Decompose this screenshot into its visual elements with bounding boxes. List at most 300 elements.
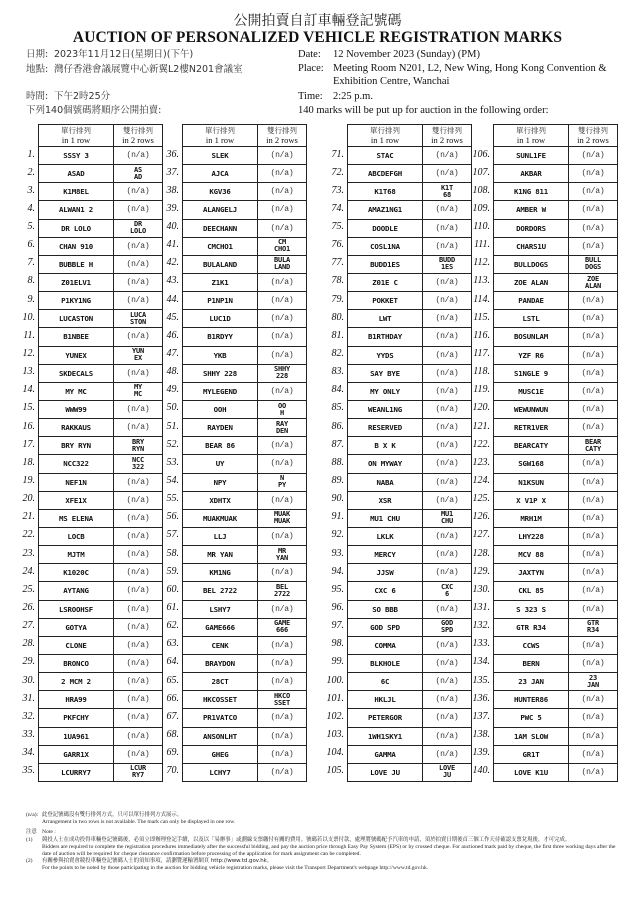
- mark-one-row: SLEK: [183, 147, 258, 165]
- header-one-row-en: in 1 row: [205, 134, 235, 145]
- mark-one-row: SUNL1FE: [494, 147, 569, 165]
- table-row: [466, 437, 618, 455]
- table-header-row: [320, 125, 472, 147]
- mark-one-row: BRONCO: [39, 654, 114, 672]
- mark-line: OO: [277, 401, 287, 410]
- mark-two-rows: (n/a): [114, 673, 163, 691]
- mark-one-row: RESERVED: [348, 419, 423, 437]
- table-header-row: [466, 125, 618, 147]
- mark-one-row: RETR1VER: [494, 419, 569, 437]
- mark-number: 102.: [326, 710, 344, 722]
- mark-two-rows: (n/a): [258, 165, 307, 183]
- mark-two-rows: (n/a): [114, 691, 163, 709]
- table-row: [466, 219, 618, 237]
- table-row: [466, 546, 618, 564]
- mark-two-rows: (n/a): [423, 310, 472, 328]
- mark-number: 98.: [331, 638, 344, 650]
- mark-two-rows: (n/a): [423, 564, 472, 582]
- time-en: Time: 2:25 p.m.: [298, 91, 373, 102]
- table-row: [16, 183, 163, 201]
- mark-number: 135.: [472, 674, 490, 686]
- mark-line: CHU: [440, 517, 454, 526]
- table-row: [160, 636, 307, 654]
- mark-two-rows: (n/a): [114, 292, 163, 310]
- place-zh: 地點: 灣仔香港會議展覽中心新翼L2樓N201會議室: [26, 64, 243, 75]
- table-row: [16, 273, 163, 291]
- mark-two-rows: (n/a): [423, 292, 472, 310]
- mark-number: 45.: [166, 311, 179, 323]
- mark-line: MC: [133, 390, 143, 399]
- note-na: (n/a): 此登記號碼沒有雙行排列方式，只可以單行排列方式展示。 Arrangement in two rows is not available. The mark can only be displayed in one row.: [26, 812, 236, 826]
- mark-one-row: UY: [183, 455, 258, 473]
- mark-two-rows: (n/a): [569, 763, 618, 781]
- mark-one-row: PWC 5: [494, 709, 569, 727]
- mark-two-rows: (n/a): [258, 147, 307, 165]
- mark-one-row: AMBER W: [494, 201, 569, 219]
- mark-one-row: CHARS1U: [494, 237, 569, 255]
- table-row: [160, 546, 307, 564]
- number-header: [16, 125, 39, 147]
- mark-one-row: RAKKAUS: [39, 419, 114, 437]
- table-row: [466, 527, 618, 545]
- mark-one-row: CENK: [183, 636, 258, 654]
- mark-line: JAN: [586, 680, 600, 689]
- mark-one-row: COMMA: [348, 636, 423, 654]
- mark-two-rows: [423, 255, 472, 273]
- mark-two-rows: (n/a): [569, 219, 618, 237]
- mark-one-row: DEECHANN: [183, 219, 258, 237]
- mark-one-row: GR1T: [494, 745, 569, 763]
- mark-two-rows: [114, 763, 163, 781]
- mark-number: 138.: [472, 729, 490, 740]
- table-row: [466, 147, 618, 165]
- mark-number: 81.: [331, 329, 344, 341]
- header-one-row-zh: 單行排列: [370, 126, 400, 135]
- table-row: [160, 219, 307, 237]
- mark-number: 119.: [473, 384, 490, 396]
- mark-number: 110.: [473, 221, 490, 233]
- table-row: [466, 201, 618, 219]
- mark-two-rows: (n/a): [423, 364, 472, 382]
- mark-two-rows: [258, 237, 307, 255]
- mark-number: 117.: [473, 348, 490, 360]
- table-row: [160, 273, 307, 291]
- marks-table-1-35: [16, 124, 163, 782]
- mark-number: 89.: [331, 475, 344, 487]
- header-two-rows-en: in 2 rows: [122, 134, 154, 145]
- mark-number: 49.: [166, 384, 179, 396]
- mark-number: 88.: [331, 456, 344, 468]
- mark-line: MUAK: [273, 517, 291, 526]
- mark-one-row: ABCDEFGH: [348, 165, 423, 183]
- mark-line: RY7: [131, 771, 145, 780]
- mark-number: 41.: [166, 239, 179, 251]
- mark-one-row: LSROOHSF: [39, 600, 114, 618]
- mark-line: DOGS: [584, 263, 602, 272]
- table-row: [16, 255, 163, 273]
- mark-one-row: BUDD1ES: [348, 255, 423, 273]
- table-row: [320, 546, 472, 564]
- mark-number: 55.: [166, 493, 179, 505]
- mark-number: 108.: [472, 184, 490, 196]
- mark-number: 132.: [472, 620, 490, 632]
- mark-number: 47.: [166, 348, 179, 360]
- mark-two-rows: (n/a): [114, 727, 163, 745]
- mark-one-row: HKLJL: [348, 691, 423, 709]
- mark-one-row: 1WH1SKY1: [348, 727, 423, 745]
- note-1: (1) 競投人士在成功投得車輛登記號碼後，必須立即辦理登記手續，以及以「易辦事」或劃線支票繳付有關的費用。號碼若以支票付款，處理將號碼配予汽車的申請，須於拍賣日期後首三個工作天待確認支票兌現後，才可完成。 Bidders are required to complete the registration procedures immediately after the successful bidding, and pay the auction price through Easy Pay System (EPS) or by crossed cheque. For auctioned mark paid by cheque, the first three working days after the date of auction will be required for cheque clearance confirmation before processing of the application for mark assignment can be completed.: [26, 836, 616, 858]
- mark-number: 78.: [331, 275, 344, 287]
- mark-one-row: MR YAN: [183, 546, 258, 564]
- header-two-rows: [114, 125, 163, 147]
- mark-one-row: HUNTER86: [494, 691, 569, 709]
- mark-number: 1.: [27, 148, 35, 160]
- mark-one-row: XFE1X: [39, 491, 114, 509]
- mark-number: 12.: [22, 348, 35, 360]
- mark-two-rows: (n/a): [258, 273, 307, 291]
- mark-one-row: JJSW: [348, 564, 423, 582]
- table-row: [160, 364, 307, 382]
- mark-number: 61.: [166, 602, 179, 614]
- mark-one-row: BULLDOGS: [494, 255, 569, 273]
- mark-line: BULL: [584, 256, 602, 265]
- table-row: [160, 673, 307, 691]
- table-header-row: [160, 125, 307, 147]
- mark-two-rows: [569, 273, 618, 291]
- mark-one-row: Z01E C: [348, 273, 423, 291]
- mark-one-row: ON MYWAY: [348, 455, 423, 473]
- table-row: [320, 745, 472, 763]
- mark-number: 26.: [22, 602, 35, 614]
- mark-line: CXC: [440, 582, 454, 592]
- table-row: [160, 727, 307, 745]
- table-row: [160, 328, 307, 346]
- table-row: [160, 509, 307, 527]
- mark-line: BULA: [273, 256, 291, 265]
- mark-one-row: WWW99: [39, 400, 114, 418]
- table-row: [320, 636, 472, 654]
- mark-number: 87.: [331, 438, 344, 450]
- mark-one-row: GARR1X: [39, 745, 114, 763]
- place-en: Place: Meeting Room N201, L2, New Wing, Hong Kong Convention & Exhibition Centre, Wanchai: [298, 63, 607, 87]
- mark-number: 90.: [331, 493, 344, 505]
- table-row: [160, 201, 307, 219]
- mark-number: 111.: [473, 239, 490, 251]
- mark-one-row: JAXTYN: [494, 564, 569, 582]
- mark-number: 92.: [331, 529, 344, 541]
- mark-one-row: BEAR 86: [183, 437, 258, 455]
- mark-two-rows: (n/a): [569, 745, 618, 763]
- header-one-row-zh: 單行排列: [205, 126, 235, 135]
- mark-number: 115.: [473, 311, 490, 323]
- header-two-rows: [569, 125, 618, 147]
- mark-number: 32.: [22, 710, 35, 722]
- mark-number: 129.: [472, 565, 490, 577]
- mark-line: GTR: [586, 618, 600, 628]
- mark-two-rows: (n/a): [569, 237, 618, 255]
- mark-two-rows: (n/a): [423, 165, 472, 183]
- table-row: [16, 292, 163, 310]
- mark-one-row: BERN: [494, 654, 569, 672]
- mark-two-rows: (n/a): [114, 636, 163, 654]
- mark-number: 13.: [22, 366, 35, 378]
- mark-one-row: DOODLE: [348, 219, 423, 237]
- mark-two-rows: (n/a): [569, 364, 618, 382]
- mark-number: 79.: [331, 293, 344, 305]
- mark-number: 19.: [22, 475, 35, 487]
- mark-one-row: NEF1N: [39, 473, 114, 491]
- mark-one-row: ALANGELJ: [183, 201, 258, 219]
- mark-number: 99.: [331, 656, 344, 668]
- mark-two-rows: (n/a): [258, 310, 307, 328]
- date-en: Date: 12 November 2023 (Sunday) (PM): [298, 49, 480, 60]
- mark-two-rows: (n/a): [114, 400, 163, 418]
- table-row: [160, 346, 307, 364]
- mark-two-rows: [258, 509, 307, 527]
- table-row: [16, 219, 163, 237]
- mark-two-rows: (n/a): [423, 473, 472, 491]
- mark-two-rows: (n/a): [569, 582, 618, 600]
- mark-one-row: CKL 85: [494, 582, 569, 600]
- mark-line: MR: [277, 546, 287, 555]
- mark-two-rows: (n/a): [569, 419, 618, 437]
- mark-one-row: HKCOSSET: [183, 691, 258, 709]
- mark-one-row: Z1K1: [183, 273, 258, 291]
- mark-number: 62.: [166, 620, 179, 632]
- header-two-rows-en: in 2 rows: [266, 134, 298, 145]
- mark-two-rows: (n/a): [258, 455, 307, 473]
- mark-two-rows: (n/a): [569, 292, 618, 310]
- mark-line: NCC: [131, 455, 145, 465]
- mark-line: SHHY: [273, 365, 291, 374]
- table-row: [160, 691, 307, 709]
- table-row: [466, 455, 618, 473]
- mark-two-rows: (n/a): [258, 328, 307, 346]
- mark-one-row: 6C: [348, 673, 423, 691]
- table-row: [466, 292, 618, 310]
- table-row: [466, 727, 618, 745]
- mark-two-rows: [114, 382, 163, 400]
- mark-two-rows: (n/a): [569, 165, 618, 183]
- mark-number: 53.: [166, 456, 179, 468]
- mark-number: 118.: [473, 366, 490, 378]
- mark-two-rows: (n/a): [114, 147, 163, 165]
- table-row: [466, 346, 618, 364]
- mark-two-rows: (n/a): [423, 709, 472, 727]
- mark-two-rows: (n/a): [569, 600, 618, 618]
- mark-two-rows: (n/a): [569, 201, 618, 219]
- mark-number: 96.: [331, 602, 344, 614]
- mark-two-rows: (n/a): [423, 328, 472, 346]
- mark-number: 50.: [166, 402, 179, 414]
- table-row: [466, 400, 618, 418]
- mark-two-rows: (n/a): [569, 509, 618, 527]
- mark-one-row: LUC1D: [183, 310, 258, 328]
- mark-one-row: SSSY 3: [39, 147, 114, 165]
- mark-two-rows: (n/a): [423, 201, 472, 219]
- table-row: [160, 527, 307, 545]
- mark-line: ALAN: [584, 281, 602, 290]
- table-row: [466, 564, 618, 582]
- mark-two-rows: (n/a): [258, 491, 307, 509]
- mark-one-row: P1KY1NG: [39, 292, 114, 310]
- mark-one-row: BUBBLE H: [39, 255, 114, 273]
- mark-one-row: LOVE K1U: [494, 763, 569, 781]
- mark-two-rows: [423, 509, 472, 527]
- mark-number: 20.: [22, 493, 35, 505]
- mark-two-rows: (n/a): [114, 527, 163, 545]
- number-header: [160, 125, 183, 147]
- table-row: [16, 709, 163, 727]
- mark-one-row: SO BBB: [348, 600, 423, 618]
- mark-two-rows: (n/a): [569, 455, 618, 473]
- mark-number: 109.: [472, 202, 490, 214]
- mark-one-row: HRA99: [39, 691, 114, 709]
- mark-one-row: YKB: [183, 346, 258, 364]
- mark-number: 28.: [22, 638, 35, 650]
- mark-number: 34.: [22, 747, 35, 759]
- mark-line: BEL: [275, 582, 289, 592]
- table-row: [160, 183, 307, 201]
- table-row: [16, 509, 163, 527]
- mark-line: R34: [586, 625, 600, 635]
- mark-one-row: COSL1NA: [348, 237, 423, 255]
- mark-line: 6: [444, 589, 449, 599]
- mark-one-row: BEL 2722: [183, 582, 258, 600]
- mark-line: LOLO: [129, 226, 147, 236]
- table-row: [320, 273, 472, 291]
- mark-two-rows: (n/a): [423, 382, 472, 400]
- table-row: [160, 382, 307, 400]
- mark-line: 1ES: [440, 263, 454, 272]
- mark-number: 84.: [331, 384, 344, 396]
- table-row: [466, 419, 618, 437]
- mark-number: 68.: [166, 729, 179, 740]
- mark-number: 112.: [473, 257, 490, 269]
- mark-two-rows: [258, 546, 307, 564]
- mark-two-rows: (n/a): [258, 745, 307, 763]
- table-row: [320, 691, 472, 709]
- header-one-row: [183, 125, 258, 147]
- mark-number: 95.: [331, 583, 344, 595]
- mark-number: 48.: [166, 366, 179, 378]
- mark-two-rows: [423, 763, 472, 781]
- table-row: [16, 473, 163, 491]
- mark-number: 52.: [166, 438, 179, 450]
- marks-table: [16, 124, 163, 782]
- mark-two-rows: (n/a): [114, 600, 163, 618]
- mark-number: 46.: [166, 329, 179, 341]
- mark-one-row: K1M8EL: [39, 183, 114, 201]
- mark-one-row: PETERGOR: [348, 709, 423, 727]
- table-row: [16, 491, 163, 509]
- table-row: [320, 763, 472, 781]
- mark-two-rows: [114, 310, 163, 328]
- mark-one-row: AJCA: [183, 165, 258, 183]
- mark-one-row: LOVE JU: [348, 763, 423, 781]
- table-row: [320, 165, 472, 183]
- mark-two-rows: [423, 618, 472, 636]
- mark-number: 106.: [472, 148, 490, 160]
- header-two-rows-zh: 雙行排列: [267, 126, 297, 135]
- mark-number: 67.: [166, 710, 179, 722]
- table-row: [320, 600, 472, 618]
- mark-number: 139.: [472, 747, 490, 759]
- mark-number: 93.: [331, 547, 344, 559]
- mark-number: 6.: [27, 239, 35, 251]
- mark-one-row: GOD SPD: [348, 618, 423, 636]
- mark-number: 75.: [331, 221, 344, 233]
- table-row: [160, 582, 307, 600]
- table-row: [160, 564, 307, 582]
- mark-line: LOVE: [438, 764, 456, 773]
- mark-one-row: BRAYDON: [183, 654, 258, 672]
- mark-two-rows: (n/a): [114, 419, 163, 437]
- date-zh: 日期: 2023年11月12日(星期日)(下午): [26, 49, 194, 60]
- mark-number: 16.: [22, 420, 35, 432]
- mark-number: 42.: [166, 257, 179, 269]
- header-one-row-zh: 單行排列: [61, 126, 91, 135]
- mark-one-row: ASAD: [39, 165, 114, 183]
- mark-one-row: XDHTX: [183, 491, 258, 509]
- table-row: [466, 382, 618, 400]
- mark-two-rows: (n/a): [569, 709, 618, 727]
- mark-two-rows: (n/a): [423, 400, 472, 418]
- table-row: [320, 618, 472, 636]
- table-row: [466, 165, 618, 183]
- header-two-rows: [258, 125, 307, 147]
- mark-one-row: 28CT: [183, 673, 258, 691]
- table-row: [160, 165, 307, 183]
- mark-one-row: LKLK: [348, 527, 423, 545]
- mark-number: 107.: [472, 166, 490, 178]
- mark-line: STON: [129, 317, 147, 327]
- mark-number: 14.: [22, 384, 35, 396]
- mark-line: MUAK: [273, 510, 291, 519]
- mark-two-rows: (n/a): [569, 546, 618, 564]
- table-row: [160, 292, 307, 310]
- table-row: [16, 727, 163, 745]
- mark-two-rows: (n/a): [114, 491, 163, 509]
- mark-one-row: CLONE: [39, 636, 114, 654]
- mark-one-row: AKBAR: [494, 165, 569, 183]
- mark-two-rows: [258, 582, 307, 600]
- mark-one-row: XSR: [348, 491, 423, 509]
- mark-number: 29.: [22, 656, 35, 668]
- mark-two-rows: (n/a): [114, 255, 163, 273]
- mark-line: MU1: [440, 510, 454, 519]
- marks-table: [466, 124, 618, 782]
- mark-two-rows: (n/a): [258, 709, 307, 727]
- table-row: [16, 382, 163, 400]
- mark-one-row: KGV36: [183, 183, 258, 201]
- table-row: [160, 255, 307, 273]
- mark-line: LCUR: [129, 764, 147, 773]
- table-row: [320, 564, 472, 582]
- mark-number: 35.: [22, 765, 35, 777]
- mark-two-rows: (n/a): [423, 727, 472, 745]
- mark-number: 104.: [326, 747, 344, 759]
- mark-number: 56.: [166, 511, 179, 523]
- mark-line: JU: [442, 771, 452, 780]
- mark-number: 37.: [166, 166, 179, 178]
- table-row: [466, 600, 618, 618]
- mark-line: AD: [133, 172, 143, 181]
- mark-number: 23.: [22, 547, 35, 559]
- mark-one-row: BULALAND: [183, 255, 258, 273]
- table-row: [320, 292, 472, 310]
- table-row: [466, 691, 618, 709]
